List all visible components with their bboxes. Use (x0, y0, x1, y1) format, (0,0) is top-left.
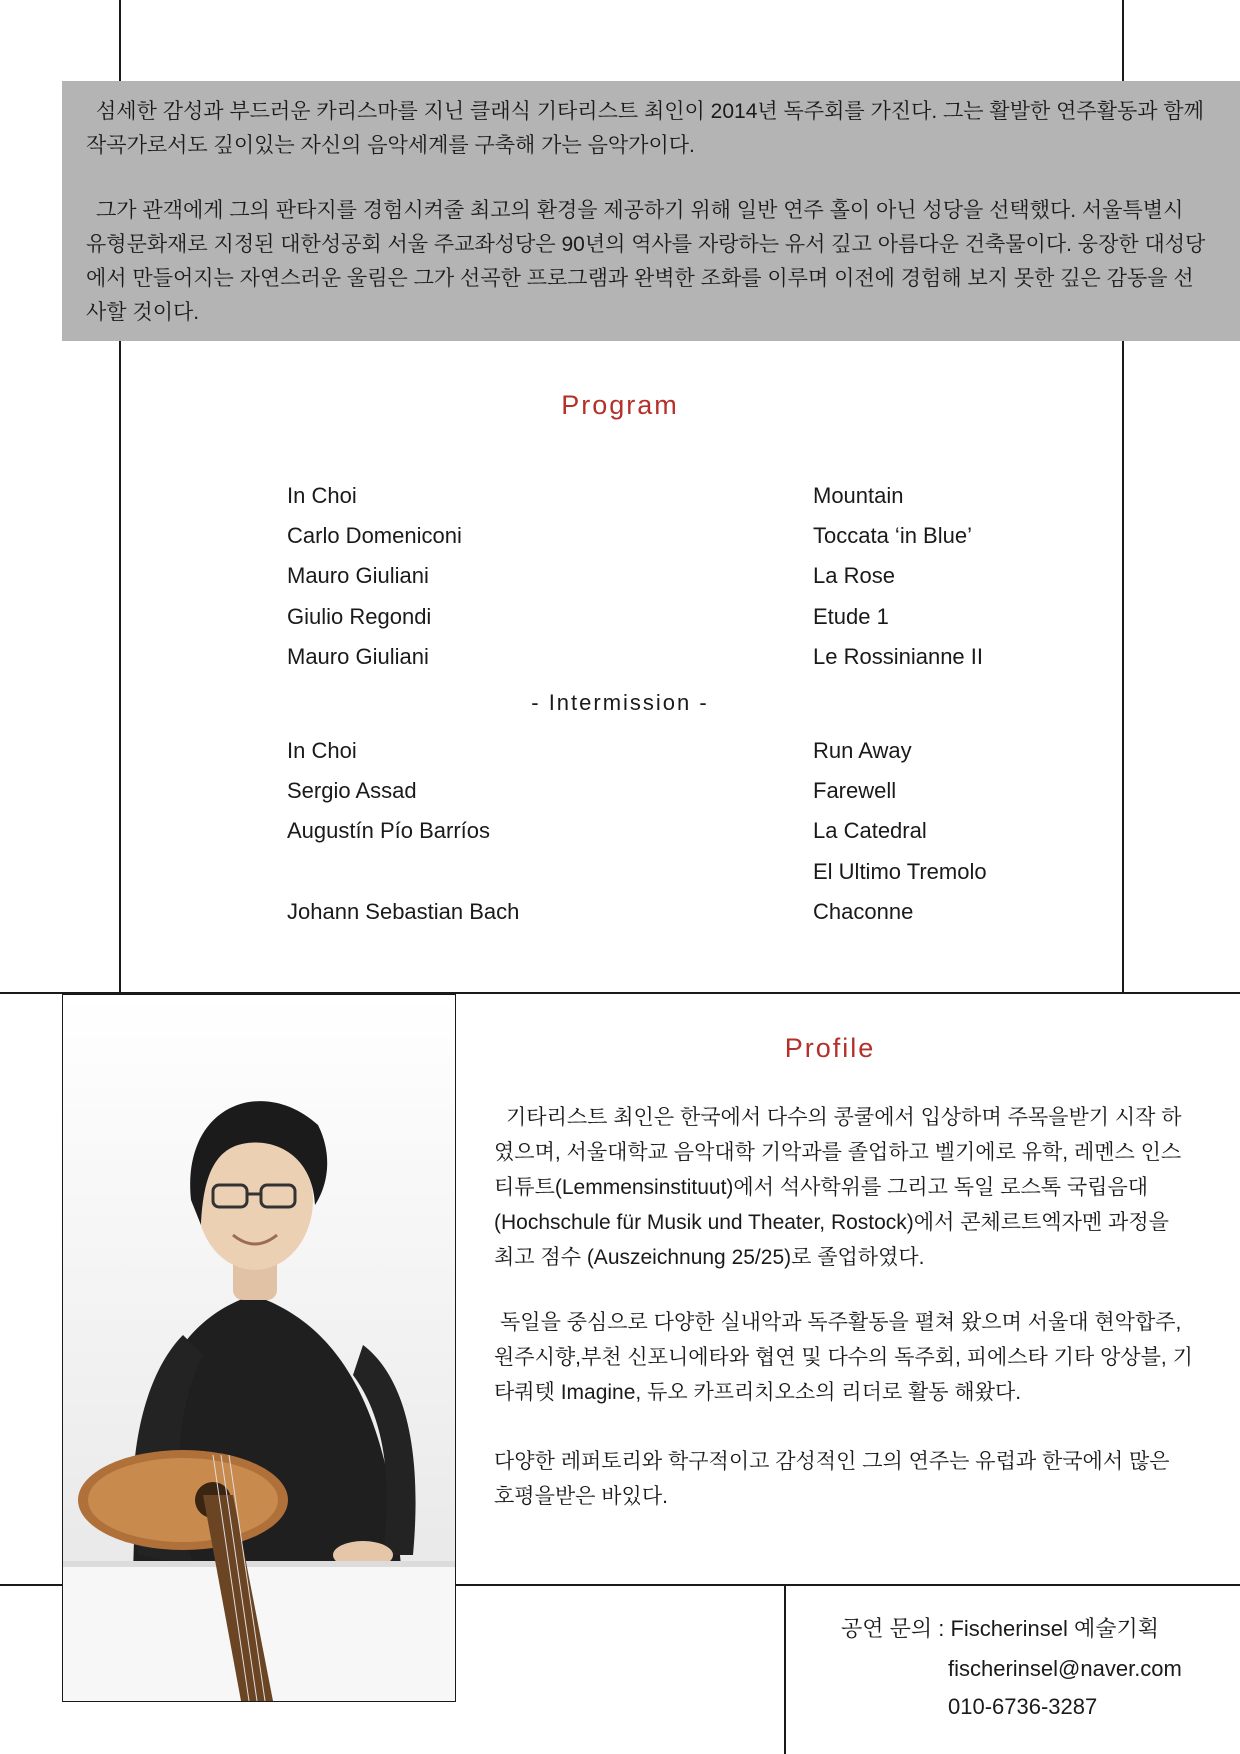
program-composer: Giulio Regondi (287, 604, 432, 629)
program-piece: El Ultimo Tremolo (813, 859, 987, 884)
profile-paragraph-3: 다양한 레퍼토리와 학구적이고 감성적인 그의 연주는 유럽과 한국에서 많은 호평을받은 바있다. (494, 1450, 1170, 1508)
contact-email[interactable]: fischerinsel@naver.com (948, 1656, 1182, 1681)
program-piece: La Catedral (813, 818, 927, 843)
guitarist-portrait-illustration (63, 995, 455, 1701)
program-composer: In Choi (287, 483, 357, 508)
intro-paragraph-1: 섬세한 감성과 부드러운 카리스마를 지닌 클래식 기타리스트 최인이 2014년 독주회를 가진다. 그는 활발한 연주활동과 함께 작곡가로서도 깊이있는 자신의 음악세계를 구축해 가는 음악가이다. (86, 100, 1204, 157)
program-piece: Toccata ‘in Blue’ (813, 523, 972, 548)
program-piece: Etude 1 (813, 604, 889, 629)
program-composer: Carlo Domeniconi (287, 523, 462, 548)
program-piece: La Rose (813, 563, 895, 588)
program-piece: Run Away (813, 738, 912, 763)
program-composer: Johann Sebastian Bach (287, 899, 520, 924)
program-intermission: - Intermission - (531, 690, 709, 715)
intro-paragraph-2: 그가 관객에게 그의 판타지를 경험시켜줄 최고의 환경을 제공하기 위해 일반 연주 홀이 아닌 성당을 선택했다. 서울특별시 유형문화재로 지정된 대한성공회 서울 주교좌성당은 90년의 역사를 자랑하는 유서 깊고 아름다운 건축물이다. 웅장한 대성당에서 만들어지는 자연스러운 울림은 그가 선곡한 프로그램과 완벽한 조화를 이루며 이전에 경험해 보지 못한 깊은 감동을 선사할 것이다. (86, 199, 1206, 324)
program-piece: Le Rossinianne II (813, 644, 983, 669)
contact-phone: 010-6736-3287 (948, 1694, 1098, 1719)
program-composer: In Choi (287, 738, 357, 763)
program-composer: Sergio Assad (287, 778, 417, 803)
program-piece: Mountain (813, 483, 904, 508)
program-piece: Farewell (813, 778, 897, 803)
guitarist-photo (62, 994, 456, 1702)
program-piece: Chaconne (813, 899, 914, 924)
program-composer: Augustín Pío Barríos (287, 818, 490, 843)
program-composer: Mauro Giuliani (287, 644, 429, 669)
profile-title: Profile (784, 1033, 876, 1063)
profile-paragraph-1: 기타리스트 최인은 한국에서 다수의 콩쿨에서 입상하며 주목을받기 시작 하였으며, 서울대학교 음악대학 기악과를 졸업하고 벨기에로 유학, 레멘스 인스티튜트(Lemmensinstituut)에서 석사학위를 그리고 독일 로스톡 국립음대(Hochschule für Musik und Theater, Rostock)에서 콘체르트엑자멘 과정을 최고 점수 (Auszeichnung 25/25)로 졸업하였다. (494, 1106, 1182, 1269)
program-composer: Mauro Giuliani (287, 563, 429, 588)
contact-label: 공연 문의 : Fischerinsel 예술기획 (841, 1616, 1159, 1641)
intro-box (62, 81, 1240, 341)
frame-line-contact-divider (784, 1584, 786, 1754)
profile-paragraph-2: 독일을 중심으로 다양한 실내악과 독주활동을 펼쳐 왔으며 서울대 현악합주, 원주시향,부천 신포니에타와 협연 및 다수의 독주회, 피에스타 기타 앙상블, 기타쿼텟 Imagine, 듀오 카프리치오소의 리더로 활동 해왔다. (494, 1311, 1193, 1404)
program-title: Program (561, 390, 679, 420)
